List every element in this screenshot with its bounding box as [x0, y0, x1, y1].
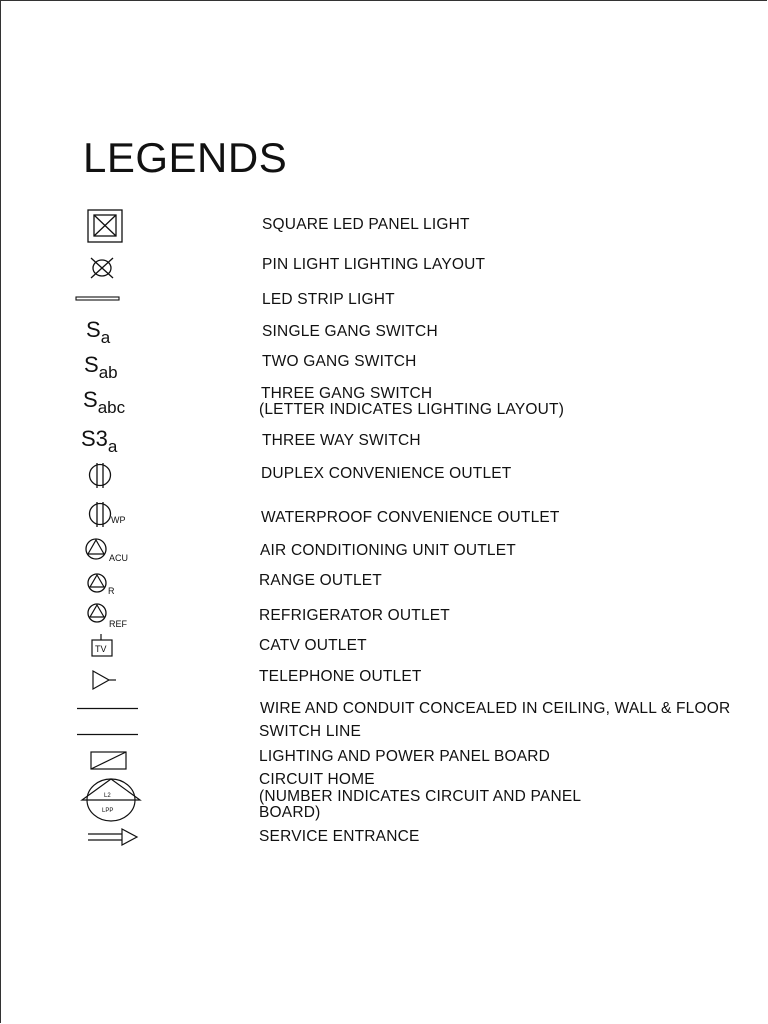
- waterproof-tag: WP: [111, 515, 126, 525]
- legend-label: SINGLE GANG SWITCH: [262, 323, 438, 340]
- three-gang-switch-symbol: $S_{abc}$: [83, 387, 126, 417]
- legend-label-note: (LETTER INDICATES LIGHTING LAYOUT): [259, 401, 565, 418]
- single-gang-switch-symbol: $S_a$: [86, 317, 111, 347]
- panel-board-icon: [90, 751, 128, 771]
- legend-label: SQUARE LED PANEL LIGHT: [262, 216, 470, 233]
- catv-outlet-icon: [91, 634, 115, 658]
- legend-label: DUPLEX CONVENIENCE OUTLET: [261, 465, 512, 482]
- telephone-outlet-icon: [92, 670, 118, 690]
- legend-label: WATERPROOF CONVENIENCE OUTLET: [261, 509, 560, 526]
- led-strip-icon: [76, 296, 120, 302]
- aircon-outlet-icon: [85, 538, 135, 564]
- legend-label: REFRIGERATOR OUTLET: [259, 607, 450, 624]
- panel-name: LPP: [102, 808, 114, 814]
- refrigerator-tag: REF: [109, 619, 127, 629]
- legend-label: AIR CONDITIONING UNIT OUTLET: [260, 542, 516, 559]
- three-way-switch-symbol: $S3_a$: [81, 426, 118, 456]
- switch-line-icon: [77, 733, 139, 737]
- catv-tag: TV: [95, 644, 107, 654]
- page-title: LEGENDS: [83, 134, 288, 181]
- legend-label: THREE GANG SWITCH: [261, 385, 433, 402]
- range-tag: R: [108, 586, 115, 596]
- pin-light-icon: [88, 256, 116, 280]
- legend-label-note: (NUMBER INDICATES CIRCUIT AND PANEL: [259, 788, 582, 805]
- legend-label: SERVICE ENTRANCE: [259, 828, 420, 845]
- refrigerator-outlet-icon: [87, 603, 137, 629]
- legend-label: WIRE AND CONDUIT CONCEALED IN CEILING, WALL & FLOOR: [260, 700, 731, 717]
- legend-label: CIRCUIT HOME: [259, 771, 375, 788]
- concealed-wire-icon: [77, 707, 139, 711]
- legend-label: CATV OUTLET: [259, 637, 367, 654]
- aircon-tag: ACU: [109, 553, 129, 563]
- legend-label: SWITCH LINE: [259, 723, 362, 740]
- legend-label: PIN LIGHT LIGHTING LAYOUT: [262, 256, 486, 273]
- service-entrance-icon: [88, 828, 140, 848]
- two-gang-switch-symbol: $S_{ab}$: [84, 352, 118, 382]
- duplex-outlet-icon: [88, 463, 114, 489]
- legend-label: RANGE OUTLET: [259, 572, 382, 589]
- legend-label: TWO GANG SWITCH: [262, 353, 417, 370]
- legend-label-note: BOARD): [259, 804, 321, 821]
- waterproof-outlet-icon: [88, 502, 132, 528]
- circuit-number: L2: [104, 793, 111, 799]
- legend-label: LED STRIP LIGHT: [262, 291, 395, 308]
- range-outlet-icon: [87, 573, 123, 597]
- legend-label: TELEPHONE OUTLET: [259, 668, 422, 685]
- legend-label: THREE WAY SWITCH: [262, 432, 421, 449]
- square-led-panel-icon: [87, 209, 123, 243]
- legend-label: LIGHTING AND POWER PANEL BOARD: [259, 748, 551, 765]
- circuit-home-icon: [80, 776, 144, 826]
